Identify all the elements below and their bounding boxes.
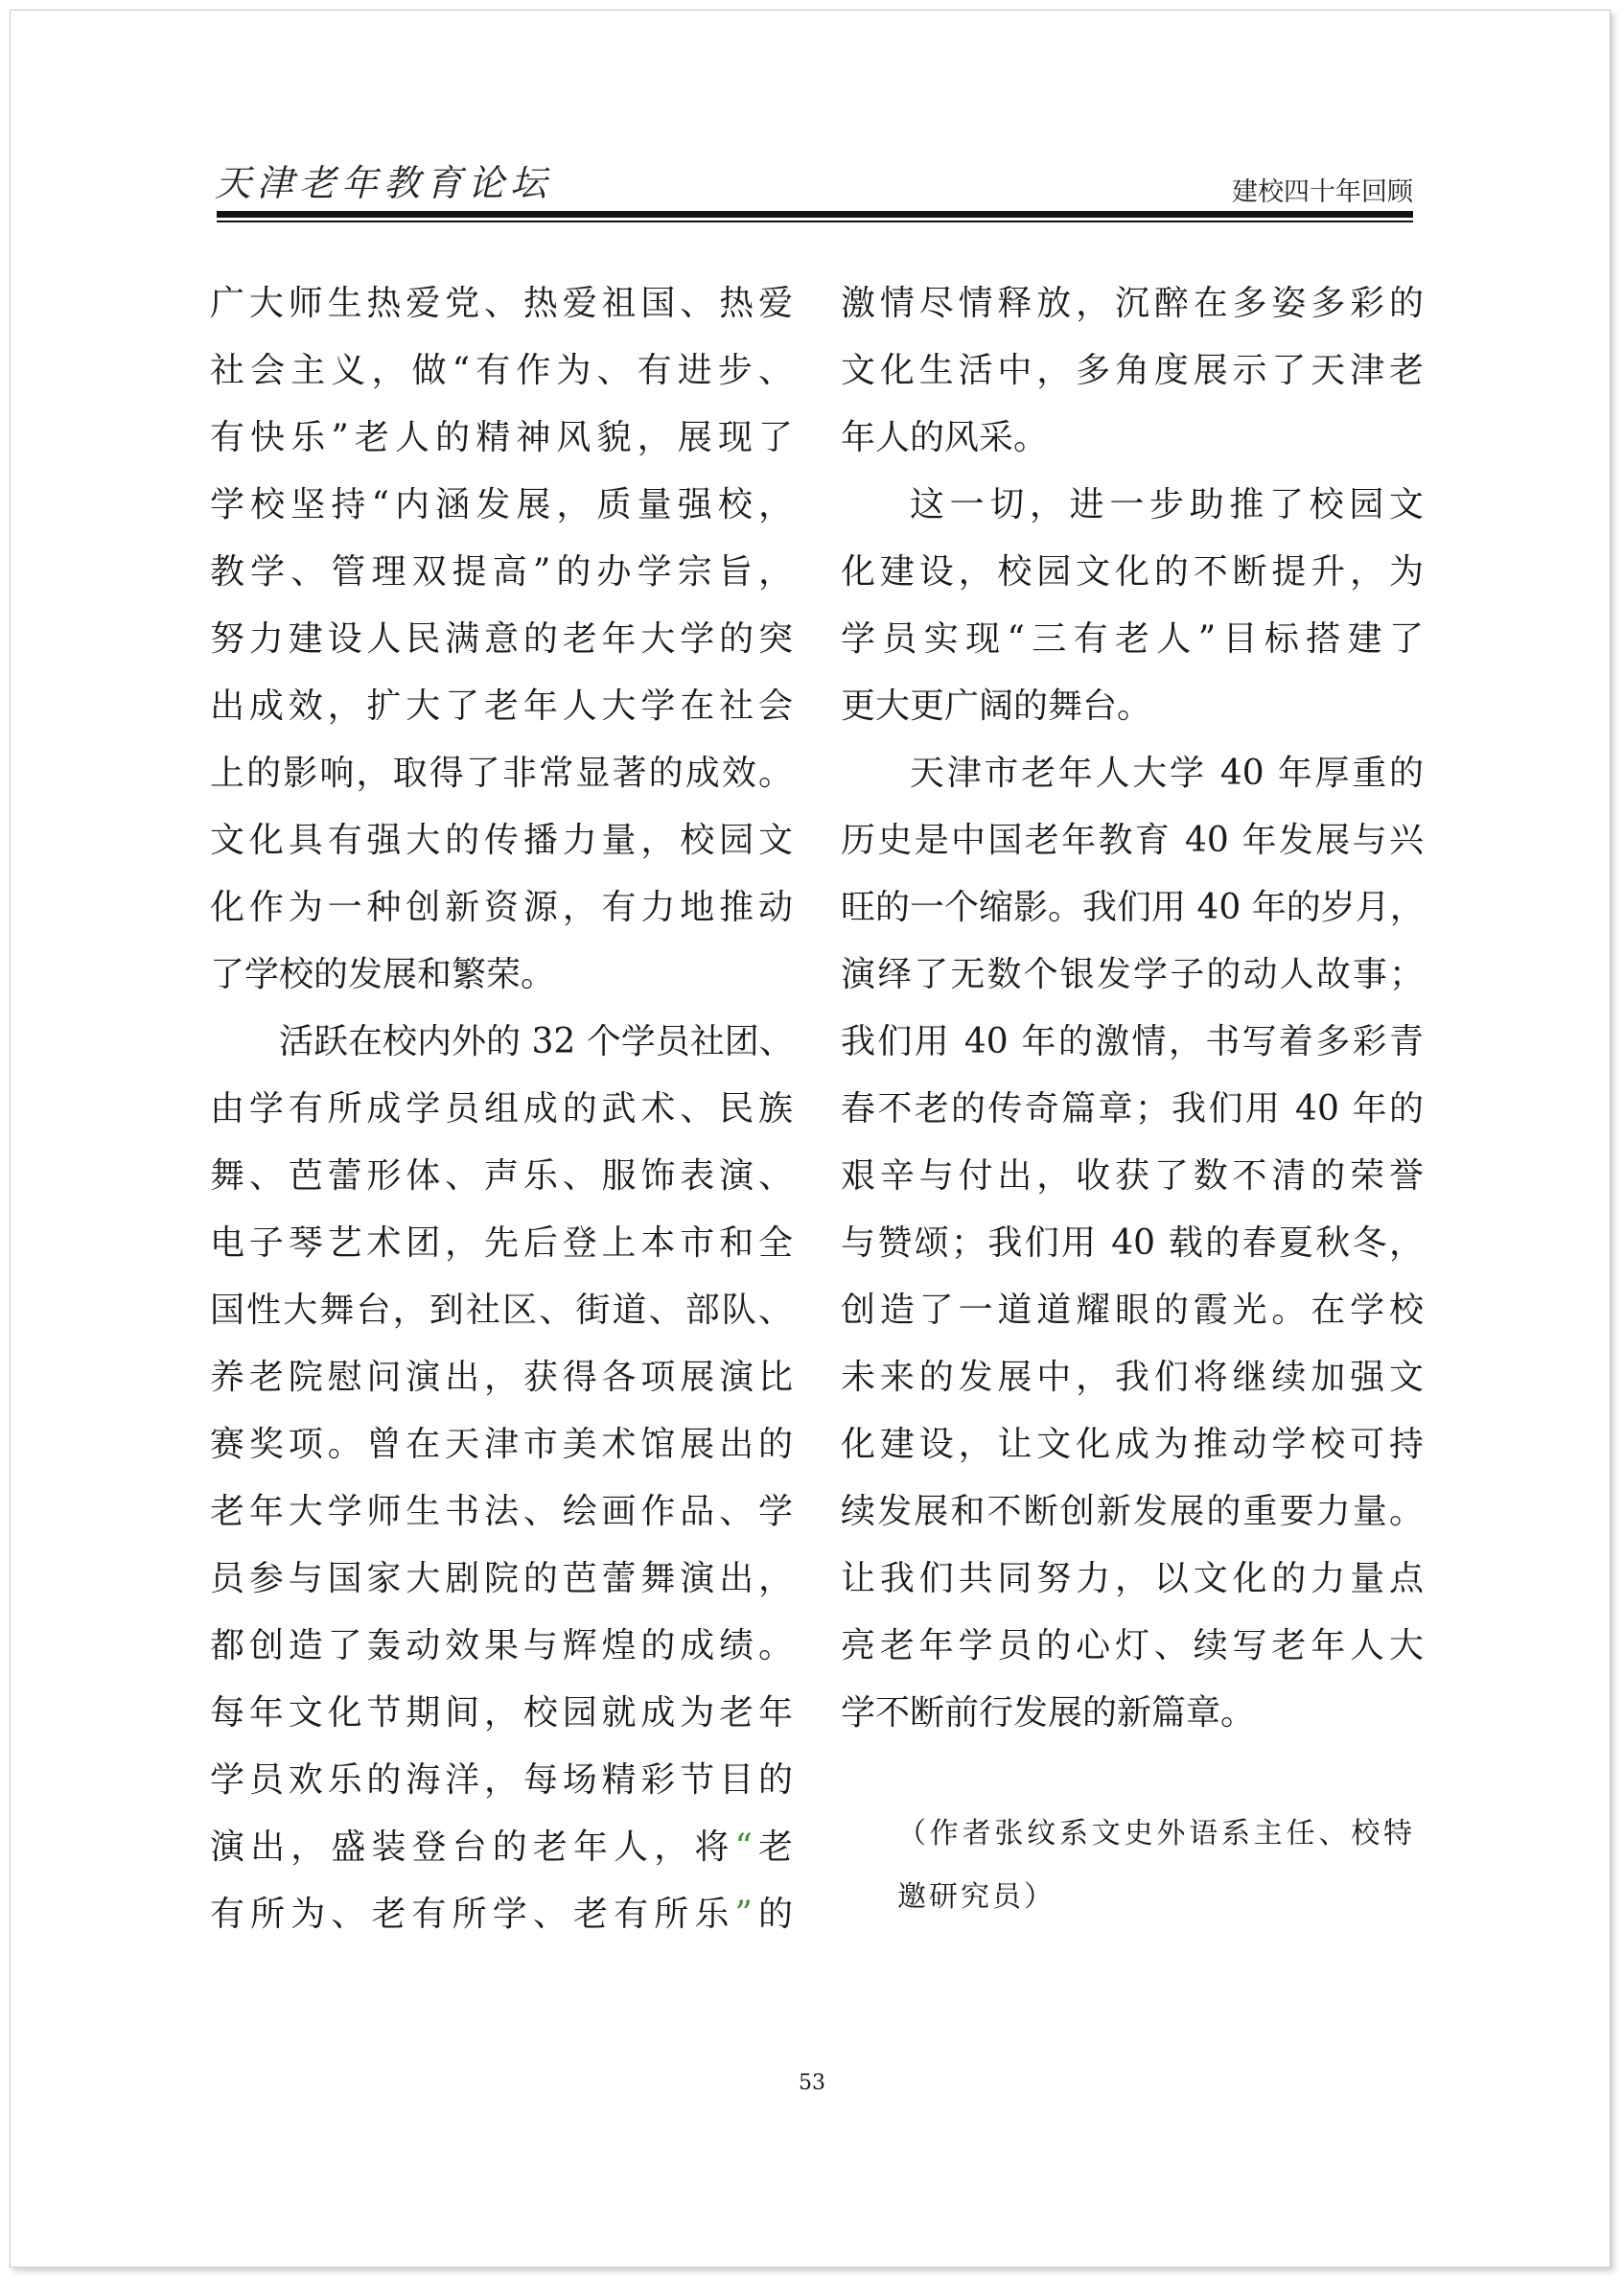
text-line: 艰辛与付出，收获了数不清的荣誉 — [841, 1156, 1424, 1196]
text-fragment: 的 — [752, 1895, 793, 1934]
text-line: 上的影响，取得了非常显著的成效。 — [210, 754, 793, 793]
author-note-line: 邀研究员） — [897, 1880, 1056, 1914]
text-line: 都创造了轰动效果与辉煌的成绩。 — [210, 1626, 793, 1665]
text-line: 每年文化节期间，校园就成为老年 — [210, 1693, 793, 1733]
header-rule-thin — [217, 221, 1413, 222]
text-line: 创造了一道道耀眼的霞光。在学校 — [841, 1291, 1424, 1330]
right-column — [841, 270, 1424, 1747]
text-line: 有快乐”老人的精神风貌，展现了 — [210, 418, 793, 457]
text-line: 养老院慰问演出，获得各项展演比 — [210, 1358, 793, 1397]
text-line: 广大师生热爱党、热爱祖国、热爱 — [210, 284, 793, 323]
text-line: 演绎了无数个银发学子的动人故事； — [841, 955, 1424, 994]
text-line: 员参与国家大剧院的芭蕾舞演出， — [210, 1559, 793, 1598]
text-fragment: 有所为、老有所学、老有所乐 — [210, 1895, 735, 1934]
journal-title: 天津老年教育论坛 — [215, 162, 553, 204]
text-line: 年人的风采。 — [841, 418, 1049, 457]
text-line: 国性大舞台，到社区、街道、部队、 — [210, 1291, 793, 1330]
text-line: 老年大学师生书法、绘画作品、学 — [210, 1492, 793, 1531]
page-number: 53 — [799, 2071, 825, 2095]
text-line: 教学、管理双提高”的办学宗旨， — [210, 552, 793, 592]
section-title: 建校四十年回顾 — [1232, 177, 1413, 206]
text-line: 历史是中国老年教育 40 年发展与兴 — [841, 821, 1424, 860]
text-line: 与赞颂；我们用 40 载的春夏秋冬， — [841, 1223, 1424, 1263]
text-line: 更大更广阔的舞台。 — [841, 687, 1152, 726]
paragraph-first-line: 活跃在校内外的 32 个学员社团、 — [279, 1022, 794, 1061]
author-note — [897, 1803, 1415, 1929]
text-line: 文化具有强大的传播力量，校园文 — [210, 821, 793, 860]
text-line: 激情尽情释放，沉醉在多姿多彩的 — [841, 284, 1424, 323]
text-fragment: 老 — [752, 1827, 793, 1867]
text-line: 春不老的传奇篇章；我们用 40 年的 — [841, 1089, 1424, 1129]
text-line: 未来的发展中，我们将继续加强文 — [841, 1358, 1424, 1397]
text-line: 社会主义，做“有作为、有进步、 — [210, 351, 793, 390]
text-line: 学不断前行发展的新篇章。 — [841, 1693, 1256, 1733]
green-quote-mark: ” — [734, 1895, 753, 1934]
text-line: 了学校的发展和繁荣。 — [210, 955, 556, 994]
text-line: 化作为一种创新资源，有力地推动 — [210, 888, 793, 927]
text-line: 我们用 40 年的激情，书写着多彩青 — [841, 1022, 1424, 1061]
text-line: 赛奖项。曾在天津市美术馆展出的 — [210, 1425, 793, 1464]
paragraph-first-line: 天津市老年人大学 40 年厚重的 — [910, 754, 1424, 793]
text-line: 化建设，让文化成为推动学校可持 — [841, 1425, 1424, 1464]
left-column — [210, 270, 793, 1948]
text-line: 续发展和不断创新发展的重要力量。 — [841, 1492, 1424, 1531]
text-line: 文化生活中，多角度展示了天津老 — [841, 351, 1424, 390]
text-line: 学校坚持“内涵发展，质量强校， — [210, 485, 793, 524]
text-fragment: 演出，盛装登台的老年人，将 — [210, 1827, 735, 1867]
text-line: 学员欢乐的海洋，每场精彩节目的 — [210, 1760, 793, 1800]
text-line: 电子琴艺术团，先后登上本市和全 — [210, 1223, 793, 1263]
text-line: 出成效，扩大了老年人大学在社会 — [210, 687, 793, 726]
header-rule-thick — [217, 211, 1413, 218]
author-note-line: （作者张纹系文史外语系主任、校特 — [897, 1817, 1415, 1850]
text-line-with-quote — [210, 1814, 793, 1881]
text-line: 舞、芭蕾形体、声乐、服饰表演、 — [210, 1156, 793, 1196]
text-line: 学员实现“三有老人”目标搭建了 — [841, 619, 1424, 659]
text-line-with-quote — [210, 1881, 793, 1948]
text-line: 亮老年学员的心灯、续写老年人大 — [841, 1626, 1424, 1665]
text-line: 由学有所成学员组成的武术、民族 — [210, 1089, 793, 1129]
text-line: 化建设，校园文化的不断提升，为 — [841, 552, 1424, 592]
text-line: 旺的一个缩影。我们用 40 年的岁月， — [841, 888, 1425, 927]
paragraph-first-line: 这一切，进一步助推了校园文 — [910, 485, 1424, 524]
text-line: 努力建设人民满意的老年大学的突 — [210, 619, 793, 659]
text-line: 让我们共同努力，以文化的力量点 — [841, 1559, 1424, 1598]
green-quote-mark: “ — [734, 1827, 753, 1867]
